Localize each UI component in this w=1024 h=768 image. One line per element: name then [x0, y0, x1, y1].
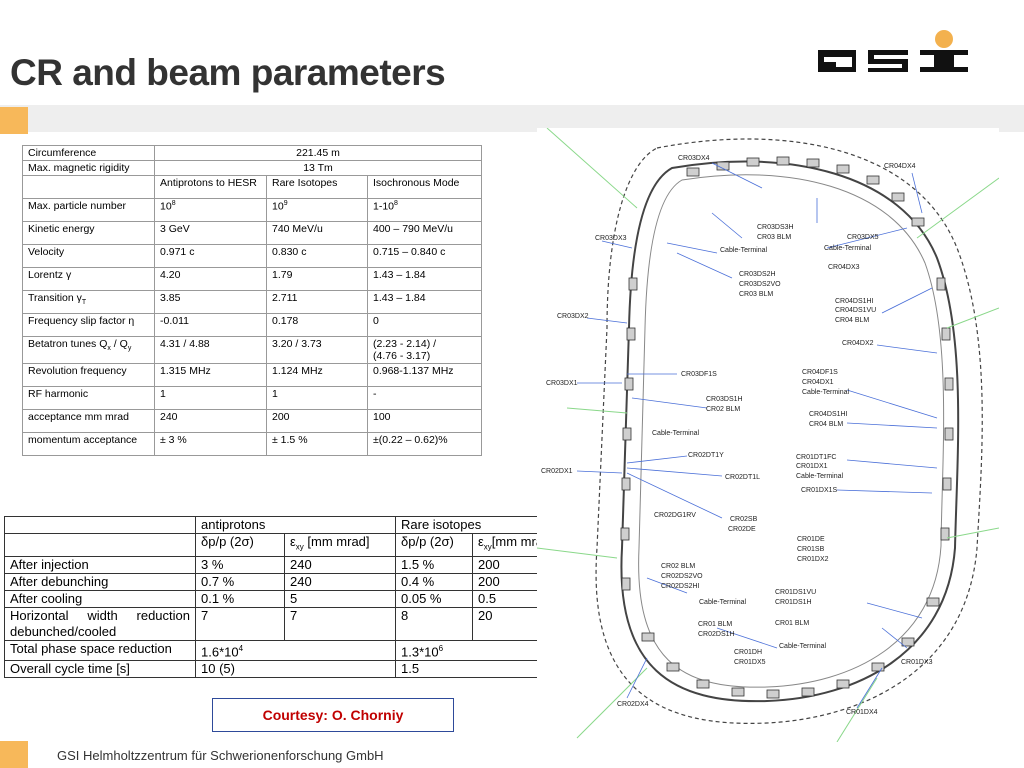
table-row: [23, 410, 482, 433]
ring-label: CR04DX2: [842, 340, 874, 347]
courtesy-box: Courtesy: O. Chorniy: [212, 698, 454, 732]
table-cell: 400 – 790 MeV/u: [368, 222, 482, 245]
row-label: Horizontal width reduction debunched/cooled: [5, 607, 196, 640]
table-row: [5, 660, 580, 677]
header-rare-isotopes: Rare isotopes: [396, 517, 580, 534]
table-cell: 1.315 MHz: [155, 364, 267, 387]
ring-label: CR04 BLM: [835, 317, 870, 324]
table-cell: 0.7 %: [196, 573, 285, 590]
row-label: RF harmonic: [23, 387, 155, 410]
table-cell: 3 %: [196, 556, 285, 573]
header-antiprotons: Antiprotons to HESR: [155, 176, 267, 199]
table-cell: ±(0.22 – 0.62)%: [368, 433, 482, 456]
header-rare-isotopes: Rare Isotopes: [267, 176, 368, 199]
ring-label: CR02DX1: [541, 468, 573, 475]
ring-label: CR01DX5: [734, 659, 766, 666]
header-antiprotons: antiprotons: [196, 517, 396, 534]
table-cell: 1.43 – 1.84: [368, 268, 482, 291]
table-cell: ± 3 %: [155, 433, 267, 456]
table-cell: 8: [396, 607, 473, 640]
table-row: [23, 199, 482, 222]
ring-label: CR04DS1VU: [835, 307, 877, 314]
ring-label: CR04 BLM: [809, 421, 844, 428]
table-row: [5, 556, 580, 573]
ring-label: CR04DS1HI: [809, 411, 848, 418]
ring-label: CR04DX4: [884, 163, 916, 170]
table-row: [23, 291, 482, 314]
table-cell: 0.05 %: [396, 590, 473, 607]
header-momentum-spread: δp/p (2σ): [396, 534, 473, 557]
table-cell: $10^9$: [267, 199, 368, 222]
header-isochronous: Isochronous Mode: [368, 176, 482, 199]
table-cell: -: [368, 387, 482, 410]
table-cell: $1-10^8$: [368, 199, 482, 222]
table-row: [5, 640, 580, 660]
table-cell: 3.20 / 3.73: [267, 337, 368, 364]
ring-layout-diagram: [537, 128, 999, 742]
table-cell: 4.31 / 4.88: [155, 337, 267, 364]
ring-label: CR03DS2VO: [739, 281, 781, 288]
table-cell: 7: [285, 607, 396, 640]
table-row: [23, 433, 482, 456]
table-cell: 0.178: [267, 314, 368, 337]
ring-label: CR02DT1L: [725, 474, 761, 481]
table-row: [5, 590, 580, 607]
header-cell-empty: [5, 517, 196, 534]
ring-label: CR01DX2: [797, 556, 829, 563]
ring-label: CR04DX3: [828, 264, 860, 271]
table-cell: -0.011: [155, 314, 267, 337]
table-cell: 240: [285, 556, 396, 573]
table-row: [23, 268, 482, 291]
table-cell: 1: [155, 387, 267, 410]
ring-label: CR02DT1Y: [688, 452, 724, 459]
table-cell: 7: [196, 607, 285, 640]
table-cell: 4.20: [155, 268, 267, 291]
page-title: CR and beam parameters: [10, 52, 446, 93]
accent-square-bottom: [0, 741, 28, 768]
row-label: momentum acceptance: [23, 433, 155, 456]
ring-label: CR01DS1VU: [775, 589, 817, 596]
ring-label: CR03DS1H: [706, 396, 743, 403]
ring-label: CR01 BLM: [698, 621, 733, 628]
table-cell: 0.971 c: [155, 245, 267, 268]
table-cell: 3.85: [155, 291, 267, 314]
table-cell: 240: [155, 410, 267, 433]
table-row: [23, 314, 482, 337]
green-lines: [537, 128, 999, 742]
ring-label: CR03DX1: [546, 380, 578, 387]
ring-label: Cable-Terminal: [652, 430, 700, 437]
ring-label: CR01DT1FC: [796, 454, 837, 461]
ring-label: CR03 BLM: [739, 291, 774, 298]
table-cell: 1.5 %: [396, 556, 473, 573]
row-label: Revolution frequency: [23, 364, 155, 387]
row-label: Kinetic energy: [23, 222, 155, 245]
row-label: Overall cycle time [s]: [5, 660, 196, 677]
table-cell: 0.968-1.137 MHz: [368, 364, 482, 387]
ring-label: CR03DS3H: [757, 224, 794, 231]
row-label: Total phase space reduction: [5, 640, 196, 660]
row-label: acceptance mm mrad: [23, 410, 155, 433]
ring-label: CR04DF1S: [802, 369, 838, 376]
ring-label: CR01DH: [734, 649, 763, 656]
beam-parameters-table: [4, 516, 580, 678]
header-cell-empty: [23, 176, 155, 199]
row-label: Velocity: [23, 245, 155, 268]
table-row: [23, 245, 482, 268]
ring-label: CR03DX5: [847, 234, 879, 241]
ring-label: Cable-Terminal: [824, 245, 872, 252]
ring-label: CR01DX3: [901, 659, 933, 666]
header-emittance: $\varepsilon_{xy}[mm$ mrad]: [473, 534, 580, 557]
table-cell: 0.715 – 0.840 c: [368, 245, 482, 268]
row-label: After injection: [5, 556, 196, 573]
ring-label: CR03DS2H: [739, 271, 776, 278]
table-cell: $1.3*10^6$: [396, 640, 580, 660]
rigidity-value: 13 Tm: [155, 161, 482, 176]
row-label: Frequency slip factor η: [23, 314, 155, 337]
table-cell: 1: [267, 387, 368, 410]
circumference-label: Circumference: [23, 146, 155, 161]
ring-label: CR01SB: [797, 546, 825, 553]
table-cell: 5: [285, 590, 396, 607]
table-cell: 200: [473, 556, 580, 573]
table-cell: 240: [285, 573, 396, 590]
ring-label: CR03DF1S: [681, 371, 717, 378]
ring-label: CR02DG1RV: [654, 512, 696, 519]
row-label: Transition $\gamma_T$: [23, 291, 155, 314]
ring-label: Cable-Terminal: [779, 643, 827, 650]
table-cell: 1.124 MHz: [267, 364, 368, 387]
ring-label: CR02 BLM: [661, 563, 696, 570]
ring-label: CR03DX3: [595, 235, 627, 242]
ring-label: CR01DX1S: [801, 487, 838, 494]
ring-label: CR03DX4: [678, 155, 710, 162]
row-label: Betatron tunes $Q_x / Q_y$: [23, 337, 155, 364]
ring-label: CR02DE: [728, 526, 756, 533]
table-cell: ± 1.5 %: [267, 433, 368, 456]
table-cell: 1.43 – 1.84: [368, 291, 482, 314]
table-cell: $10^8$: [155, 199, 267, 222]
table-cell: 0.1 %: [196, 590, 285, 607]
ring-label: CR04DS1HI: [835, 298, 874, 305]
ring-label: CR02DS2VO: [661, 573, 703, 580]
table-cell: 20: [473, 607, 580, 640]
ring-label: CR02SB: [730, 516, 758, 523]
table-row: [23, 387, 482, 410]
ring-component-labels: [541, 155, 933, 716]
ring-label: CR01DX1: [796, 463, 828, 470]
table-row: [23, 337, 482, 364]
gsi-logo: [816, 28, 970, 80]
footer-text: GSI Helmholtzzentrum für Schwerionenforschung GmbH: [57, 748, 384, 763]
row-label: Lorentz γ: [23, 268, 155, 291]
table-cell: 0.5: [473, 590, 580, 607]
ring-parameters-table: [22, 145, 482, 456]
table-row: [5, 607, 580, 640]
ring-label: CR02DS1H: [698, 631, 735, 638]
ring-label: CR01DS1H: [775, 599, 812, 606]
table-cell: 0: [368, 314, 482, 337]
table-cell: 0.830 c: [267, 245, 368, 268]
ring-label: Cable-Terminal: [720, 247, 768, 254]
ring-label: CR02DS2HI: [661, 583, 700, 590]
accent-square-top: [0, 107, 28, 134]
table-cell: 200: [267, 410, 368, 433]
ring-label: CR02 BLM: [706, 406, 741, 413]
table-cell: 740 MeV/u: [267, 222, 368, 245]
table-cell: 3 GeV: [155, 222, 267, 245]
ring-label: Cable-Terminal: [802, 389, 850, 396]
table-cell: 0.4 %: [396, 573, 473, 590]
row-label: After cooling: [5, 590, 196, 607]
header-momentum-spread: δp/p (2σ): [196, 534, 285, 557]
ring-label: CR03 BLM: [757, 234, 792, 241]
table-row: [5, 573, 580, 590]
ring-label: CR01 BLM: [775, 620, 810, 627]
table-cell: 1.5: [396, 660, 580, 677]
table-row: [23, 222, 482, 245]
table-cell: 10 (5): [196, 660, 396, 677]
table-cell: (2.23 - 2.14) / (4.76 - 3.17): [368, 337, 482, 364]
ring-label: CR04DX1: [802, 379, 834, 386]
ring-label: CR01DX4: [846, 709, 878, 716]
table-cell: 1.79: [267, 268, 368, 291]
row-label: Max. particle number: [23, 199, 155, 222]
ring-label: Cable-Terminal: [699, 599, 747, 606]
header-emittance: $\varepsilon_{xy}$ [mm mrad]: [285, 534, 396, 557]
table-cell: $1.6*10^4$: [196, 640, 396, 660]
ring-label: CR01DE: [797, 536, 825, 543]
table-row: [23, 364, 482, 387]
ring-label: Cable-Terminal: [796, 473, 844, 480]
row-label: After debunching: [5, 573, 196, 590]
table-cell: 200: [473, 573, 580, 590]
ring-label: CR03DX2: [557, 313, 589, 320]
circumference-value: 221.45 m: [155, 146, 482, 161]
ring-label: CR02DX4: [617, 701, 649, 708]
header-cell-empty: [5, 534, 196, 557]
rigidity-label: Max. magnetic rigidity: [23, 161, 155, 176]
table-cell: 100: [368, 410, 482, 433]
table-cell: 2.711: [267, 291, 368, 314]
